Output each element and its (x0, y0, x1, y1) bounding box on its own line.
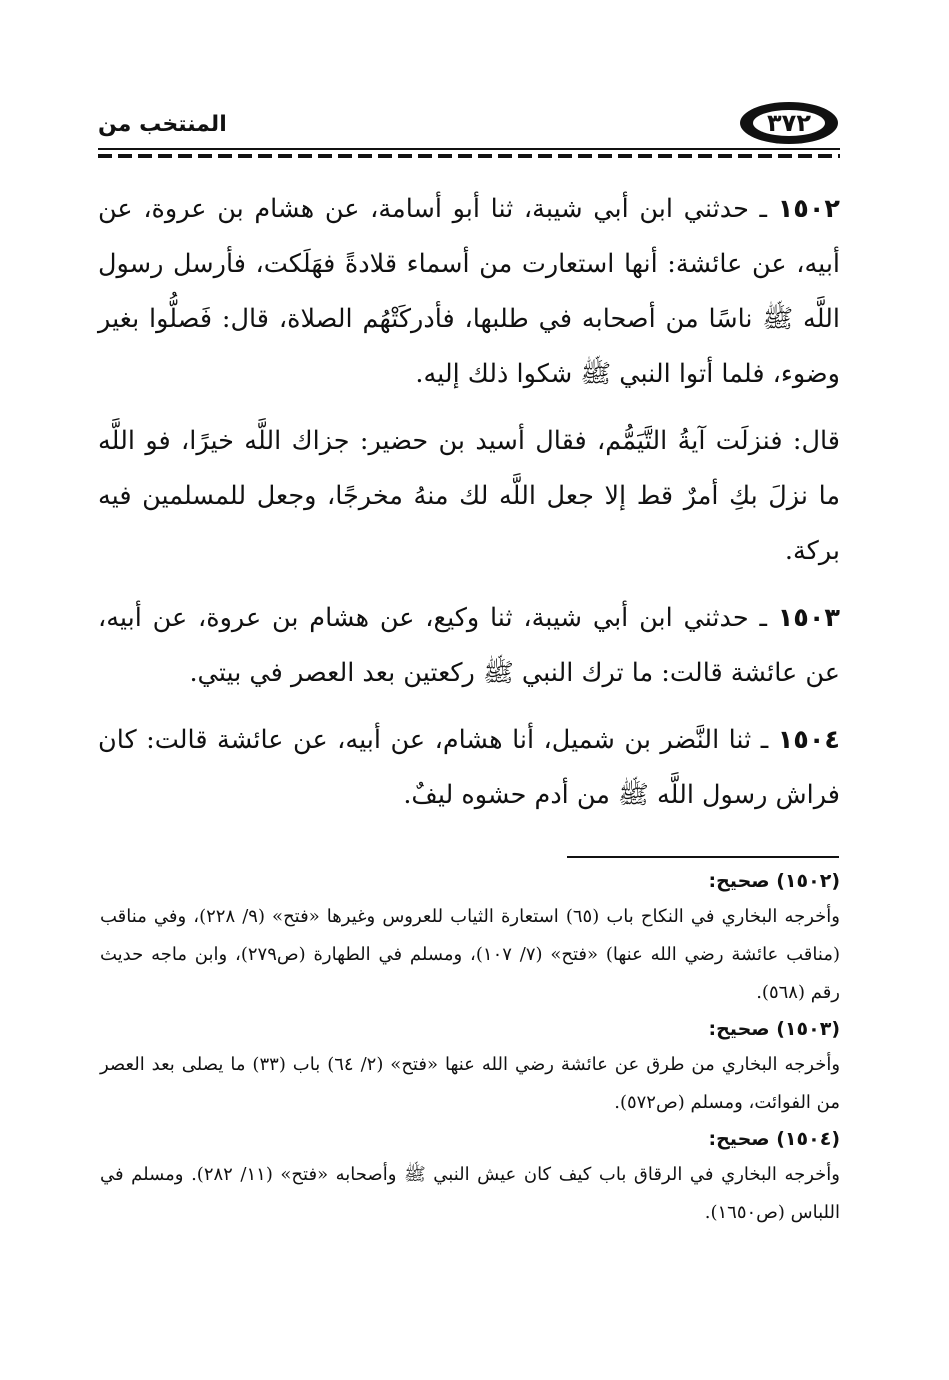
main-text (98, 182, 840, 835)
footnote-separator (567, 856, 839, 858)
page-number-badge (740, 102, 838, 144)
running-title: المنتخب من (98, 112, 227, 137)
hadith-1504 (98, 713, 840, 823)
hadith-1502-continued (98, 414, 840, 579)
footnote-heading: (١٥٠٢) صحيح: (708, 870, 840, 892)
hadith-number: ١٥٠٣ (777, 603, 840, 633)
footnote-heading: (١٥٠٤) صحيح: (708, 1128, 840, 1150)
hadith-text: قال: فنزلَت آيةُ التَّيَمُّم، فقال أسيد بن حضير: جزاك اللَّه خيرًا، فو اللَّه ما نزلَ بكِ أمرٌ قط إلا جعل اللَّه لك منهُ مخرجًا، وجعل للمسلمين فيه بركة. (98, 426, 840, 566)
footnote-text: وأخرجه البخاري في الرقاق باب كيف كان عيش النبي ﷺ وأصحابه «فتح» (١١/ ٢٨٢). ومسلم في اللباس (ص١٦٥٠). (100, 1164, 841, 1223)
hadith-text: ـ حدثني ابن أبي شيبة، ثنا وكيع، عن هشام بن عروة، عن أبيه، عن عائشة قالت: ما ترك النبي ﷺ ركعتين بعد العصر في بيتي. (98, 603, 840, 688)
header-rule (98, 148, 840, 150)
hadith-1503 (98, 591, 840, 701)
hadith-number: ١٥٠٢ (777, 194, 840, 224)
footnotes (100, 864, 840, 1232)
hadith-number: ١٥٠٤ (777, 725, 840, 755)
page-number: ٣٧٢ (753, 110, 825, 136)
hadith-text: ـ حدثني ابن أبي شيبة، ثنا أبو أسامة، عن هشام بن عروة، عن أبيه، عن عائشة: أنها استعارت من أسماء قلادةً فهَلَكت، فأرسل رسول اللَّه ﷺ ناسًا من أصحابه في طلبها، فأدركَتْهُم الصلاة، قال: فَصلُّوا بغير وضوء، فلما أتوا النبي ﷺ شكوا ذلك إليه. (98, 194, 840, 389)
header-dashed-rule (98, 154, 840, 158)
hadith-1502 (98, 182, 840, 402)
footnote-text: وأخرجه البخاري من طرق عن عائشة رضي الله عنها «فتح» (٢/ ٦٤) باب (٣٣) ما يصلى بعد العصر من الفوائت، ومسلم (ص٥٧٢). (100, 1054, 841, 1113)
hadith-text: ـ ثنا النَّضر بن شميل، أنا هشام، عن أبيه، عن عائشة قالت: كان فراش رسول اللَّه ﷺ من أدم حشوه ليفٌ. (98, 725, 840, 810)
footnote-text: وأخرجه البخاري في النكاح باب (٦٥) استعارة الثياب للعروس وغيرها «فتح» (٩/ ٢٢٨)، وفي مناقب (مناقب عائشة رضي الله عنها) «فتح» (٧/ ١٠٧)، ومسلم في الطهارة (ص٢٧٩)، وابن ماجه حديث رقم (٥٦٨). (100, 906, 840, 1003)
page-header (98, 96, 840, 166)
footnote-heading: (١٥٠٣) صحيح: (708, 1018, 840, 1040)
